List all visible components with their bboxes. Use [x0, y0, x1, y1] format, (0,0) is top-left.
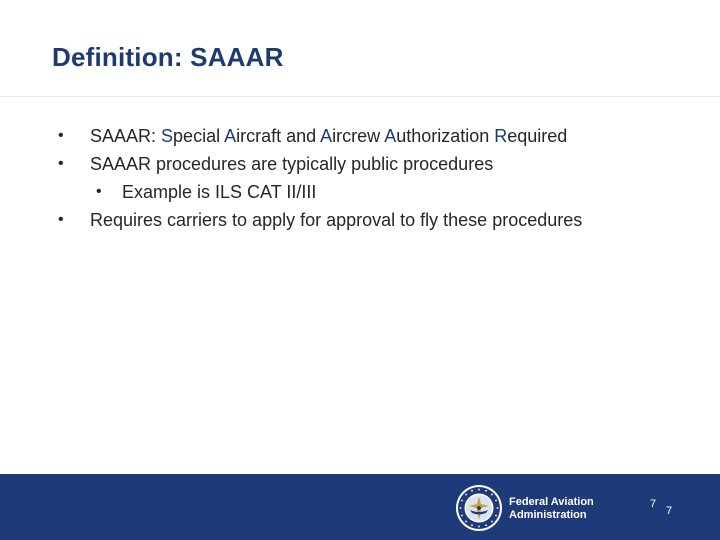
- bullet-text-part: ircrew: [332, 126, 385, 146]
- bullet-text: Example is ILS CAT II/III: [122, 182, 317, 202]
- acronym-letter: A: [224, 126, 237, 146]
- agency-name: [509, 496, 594, 521]
- acronym-letter: A: [384, 126, 397, 146]
- agency-name-line2: Administration: [509, 508, 587, 521]
- title-divider: [0, 96, 720, 97]
- bullet-text-part: pecial: [173, 126, 225, 146]
- footer-bar: [0, 474, 720, 540]
- page-number-secondary: 7: [666, 505, 673, 517]
- bullet-marker: •: [58, 127, 64, 144]
- agency-name-line1: Federal Aviation: [509, 496, 594, 508]
- acronym-letter: S: [161, 126, 174, 146]
- bullet-item-public-procedures: [58, 150, 582, 178]
- bullet-item-saaar-definition: [58, 122, 582, 150]
- faa-seal-icon: [455, 484, 503, 532]
- bullet-marker: •: [96, 183, 102, 200]
- sub-bullet-item-example: [58, 178, 582, 206]
- page-number: 7: [650, 498, 657, 510]
- bullet-text: SAAAR procedures are typically public procedures: [90, 154, 494, 174]
- bullet-text: Requires carriers to apply for approval to fly these procedures: [90, 210, 583, 230]
- bullet-text-part: SAAAR:: [90, 126, 162, 146]
- bullet-text-part: equired: [507, 126, 568, 146]
- slide-title: Definition: SAAAR: [52, 42, 284, 72]
- bullet-text-part: uthorization: [396, 126, 495, 146]
- bullet-marker: •: [58, 155, 64, 172]
- bullet-item-approval: [58, 206, 582, 234]
- acronym-letter: A: [320, 126, 333, 146]
- bullet-list: [58, 122, 582, 234]
- bullet-text-part: ircraft and: [236, 126, 321, 146]
- acronym-letter: R: [494, 126, 508, 146]
- bullet-marker: •: [58, 211, 64, 228]
